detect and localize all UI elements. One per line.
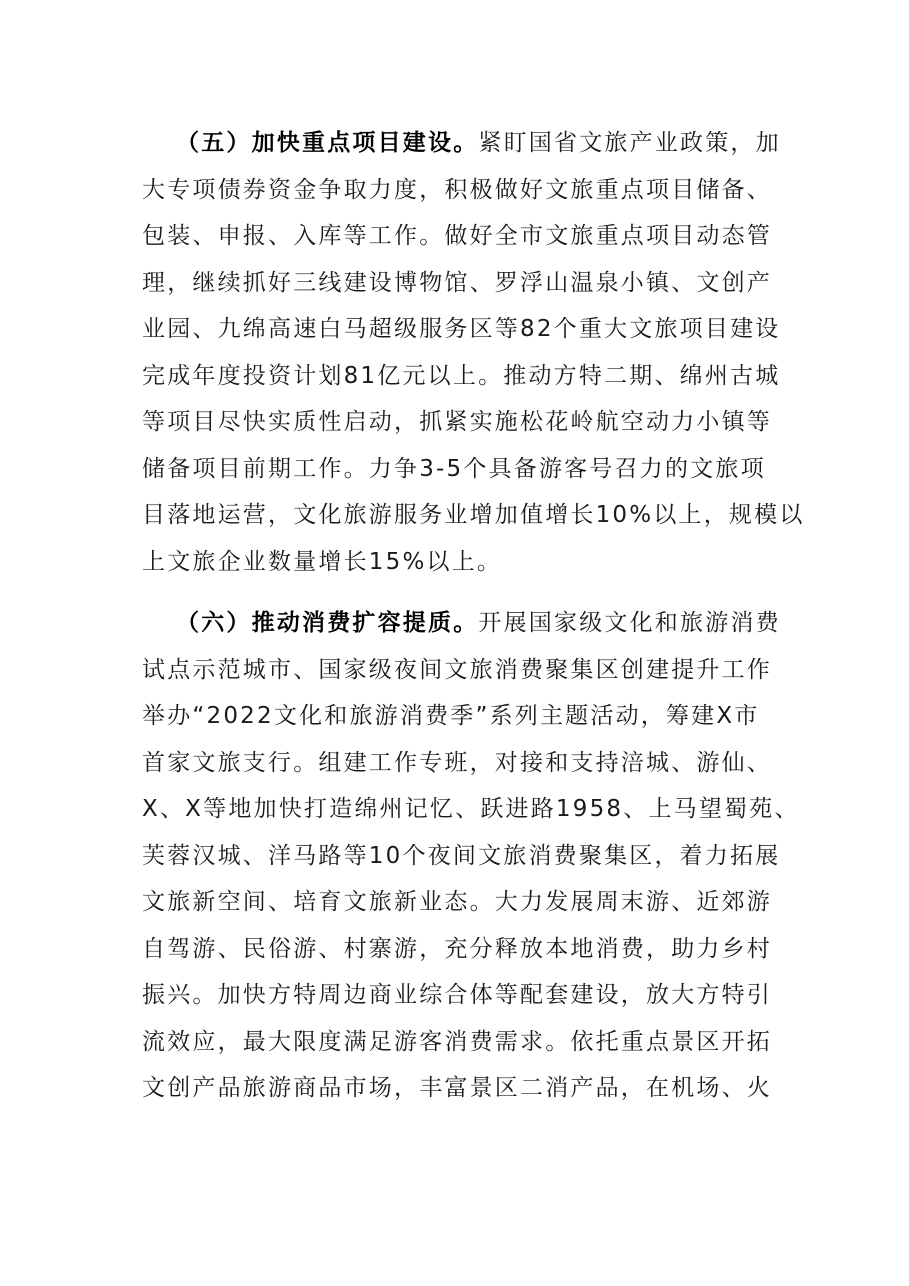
paragraph-five: [142, 120, 805, 585]
paragraph-line: 储备项目前期工作。力争3-5个具备游客号召力的文旅项: [142, 455, 766, 482]
paragraph-line: 目落地运营，文化旅游服务业增加值增长10%以上，规模以: [142, 502, 805, 528]
paragraph-line: 等项目尽快实质性启动，抓紧实施松花岭航空动力小镇等: [142, 409, 772, 435]
paragraph-line: 流效应，最大限度满足游客消费需求。依托重点景区开拓: [142, 1028, 772, 1055]
paragraph-line: 试点示范城市、国家级夜间文旅消费聚集区创建提升工作: [142, 656, 772, 683]
paragraph-line: （五）加快重点项目建设。紧盯国省文旅产业政策，加: [176, 130, 781, 156]
section-heading-six: （六）推动消费扩容提质。: [176, 610, 479, 636]
paragraph-six: [142, 600, 800, 1112]
section-heading-five: （五）加快重点项目建设。: [176, 130, 479, 156]
paragraph-line: 首家文旅支行。组建工作专班，对接和支持涪城、游仙、: [142, 749, 772, 776]
paragraph-line: 上文旅企业数量增长15%以上。: [142, 548, 503, 575]
paragraph-line: 文旅新空间、培育文旅新业态。大力发展周末游、近郊游: [142, 889, 772, 915]
paragraph-line: 完成年度投资计划81亿元以上。推动方特二期、绵州古城: [142, 362, 781, 389]
paragraph-line: 大专项债券资金争取力度，积极做好文旅重点项目储备、: [142, 176, 772, 203]
paragraph-line: 芙蓉汉城、洋马路等10个夜间文旅消费聚集区，着力拓展: [142, 842, 781, 869]
paragraph-line: 举办“2022文化和旅游消费季”系列主题活动，筹建X市: [142, 703, 760, 729]
document-body: [142, 120, 805, 1112]
paragraph-line: 理，继续抓好三线建设博物馆、罗浮山温泉小镇、文创产: [142, 269, 772, 296]
paragraph-line: 包装、申报、入库等工作。做好全市文旅重点项目动态管: [142, 223, 772, 249]
paragraph-line: 自驾游、民俗游、村寨游，充分释放本地消费，助力乡村: [142, 935, 772, 962]
paragraph-line: X、X等地加快打造绵州记忆、跃进路1958、上马望蜀苑、: [142, 796, 800, 822]
paragraph-line: 文创产品旅游商品市场，丰富景区二消产品，在机场、火: [142, 1075, 772, 1101]
paragraph-line: 业园、九绵高速白马超级服务区等82个重大文旅项目建设: [142, 316, 781, 342]
paragraph-line: 振兴。加快方特周边商业综合体等配套建设，放大方特引: [142, 982, 772, 1008]
paragraph-line: （六）推动消费扩容提质。开展国家级文化和旅游消费: [176, 610, 781, 636]
